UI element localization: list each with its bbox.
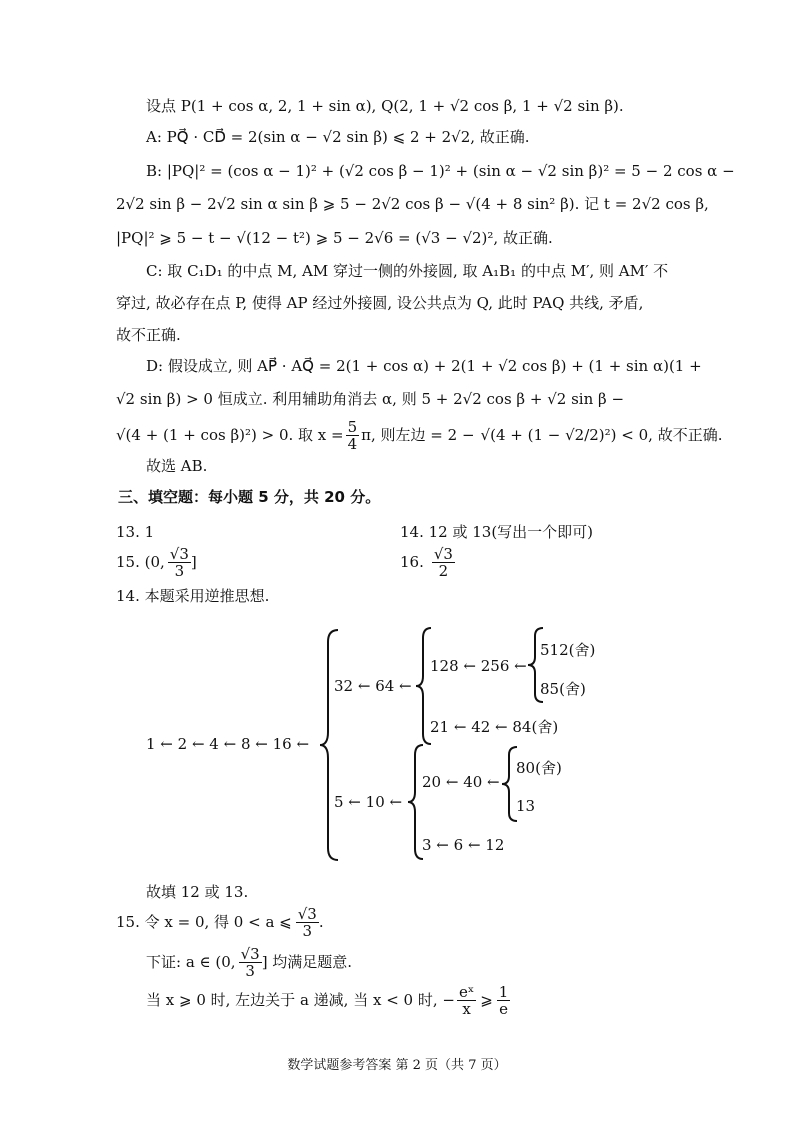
tree-branch-top: 32 ← 64 ← [334,677,412,695]
line-7: 穿过, 故必存在点 P, 使得 AP 经过外接圆, 设公共点为 Q, 此时 PAQ 共线, 矛盾, [116,294,644,312]
s15-line-1 [116,902,324,942]
line-11-part-a: √(4 + (1 + cos β)²) > 0. 取 x = [116,426,344,444]
s15-line-3-fraction-1 [457,984,476,1017]
page-footer: 数学试题参考答案 第 2 页（共 7 页） [287,1058,507,1073]
section-heading: 三、填空题：每小题 5 分，共 20 分。 [118,488,381,506]
line-9: D: 假设成立, 则 AP⃗ · AQ⃗ = 2(1 + cos α) + 2(1 + √2 cos β) + (1 + sin α)(1 + [146,357,702,375]
answer-14: 14. 12 或 13(写出一个即可) [400,523,594,541]
fraction-numerator: eˣ [458,982,475,1001]
tree-leaf-512: 512(舍) [540,641,596,659]
answer-13: 13. 1 [116,523,155,541]
fraction-denominator: 4 [347,434,358,453]
fraction-denominator: e [499,999,508,1018]
s14-conclusion: 故填 12 或 13. [146,883,249,901]
answer-16-fraction [432,546,455,579]
s15-line-3-prefix: 当 x ⩾ 0 时, 左边关于 a 递减, 当 x < 0 时, − [146,991,455,1009]
tree-branch-bottom-1: 20 ← 40 ← [422,773,500,791]
fraction-denominator: 3 [245,961,255,980]
line-4: 2√2 sin β − 2√2 sin α sin β ⩾ 5 − 2√2 cos β − √(4 + 8 sin² β). 记 t = 2√2 cos β, [116,195,709,213]
tree-leaf-85: 85(舍) [540,680,586,698]
fraction-denominator: 3 [174,561,185,580]
s15-line-2-fraction [239,946,262,979]
line-3: B: |PQ|² = (cos α − 1)² + (√2 cos β − 1)² + (sin α − √2 sin β)² = 5 − 2 cos α − [146,162,735,180]
fraction-numerator: 5 [347,417,358,436]
tree-leaf-13: 13 [516,797,536,815]
s15-line-2-suffix: ] 均满足题意. [261,953,353,971]
fraction-denominator: 3 [302,921,313,940]
answer-15-prefix: 15. (0, [116,553,165,571]
tree-branch-top-2: 21 ← 42 ← 84(舍) [430,718,559,736]
fraction-numerator: √3 [297,904,317,923]
line-6: C: 取 C₁D₁ 的中点 M, AM 穿过一侧的外接圆, 取 A₁B₁ 的中点 M′, 则 AM′ 不 [146,262,669,280]
tree-branch-bottom-2: 3 ← 6 ← 12 [422,836,505,854]
line-1: 设点 P(1 + cos α, 2, 1 + sin α), Q(2, 1 + √2 cos β, 1 + √2 sin β). [146,97,624,115]
line-8: 故不正确. [116,326,181,344]
fraction-numerator: √3 [240,944,260,963]
line-5: |PQ|² ⩾ 5 − t − √(12 − t²) ⩾ 5 − 2√6 = (√3 − √2)², 故正确. [116,229,553,247]
s15-line-3-fraction-2 [497,984,511,1017]
line-11 [116,417,722,453]
fraction-denominator: 2 [438,561,449,580]
answer-15 [116,542,197,582]
fraction-numerator: √3 [433,544,453,563]
tree-root-chain: 1 ← 2 ← 4 ← 8 ← 16 ← [146,735,310,753]
fraction-5-4 [346,419,360,452]
answer-15-fraction [168,546,191,579]
line-12: 故选 AB. [146,457,208,475]
line-10: √2 sin β) > 0 恒成立. 利用辅助角消去 α, 则 5 + 2√2 cos β + √2 sin β − [116,390,625,408]
s15-line-3-relation: ⩾ [480,991,493,1009]
tree-branch-top-1: 128 ← 256 ← [430,657,527,675]
line-11-part-c: π, 则左边 = 2 − [361,426,475,444]
s15-line-3 [146,980,510,1020]
tree-branch-bottom: 5 ← 10 ← [334,793,403,811]
answer-15-suffix: ] [190,553,197,571]
fraction-denominator: x [462,999,471,1018]
fraction-numerator: √3 [169,544,189,563]
s15-line-1-prefix: 15. 令 x = 0, 得 0 < a ⩽ [116,913,292,931]
s15-line-1-fraction [296,906,319,939]
fraction-numerator: 1 [498,982,509,1001]
s15-line-2 [146,942,352,982]
line-11-part-d: √(4 + (1 − √2/2)²) < 0, 故不正确. [480,426,723,444]
answer-16 [400,542,455,582]
answer-16-prefix: 16. [400,553,424,571]
s15-line-1-suffix: . [318,913,324,931]
big-brace [318,628,342,862]
tree-leaf-80: 80(舍) [516,759,562,777]
s14-intro: 14. 本题采用逆推思想. [116,587,270,605]
s15-line-2-prefix: 下证: a ∈ (0, [146,953,236,971]
line-2: A: PQ⃗ · CD⃗ = 2(sin α − √2 sin β) ⩽ 2 + 2√2, 故正确. [146,128,530,146]
